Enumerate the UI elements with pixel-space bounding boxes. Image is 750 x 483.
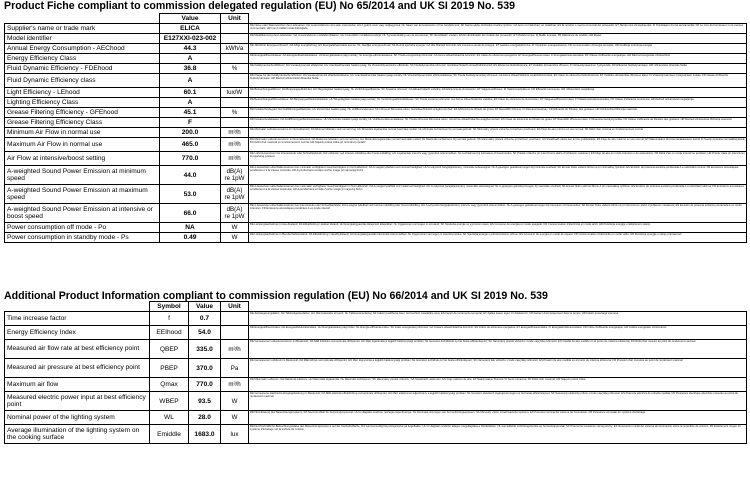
table-row [5, 118, 747, 128]
row-translations: DE Gemessener Luftdruck im Bestpunkt; DA Målt lufttryk ved optimale driftspunkt; HU Mért légnyomás a legjobb hatékonysági pontban; NL Gemeten luchtdruk op het beste-efficiëntiepunt; SK Nameraný tlak vzduchu v bode najvyššej účinnosti; ES Presión de aire medida en el punto de máxima eficiencia; FR Pression d'air mesurée au point de rendement maximal [249, 359, 747, 378]
table-row [5, 24, 747, 34]
row-value: 0.7 [189, 312, 221, 326]
row-translations: DE Gemessener Luftvolumenstrom im Bestpunkt; DA Målt luftstrøm ved optimale driftspunkt; HU Mért légáramlás a legjobb hatékonysági pontban; NL Gemeten luchtdebiet op het beste-efficiëntiepunt; SK Nameraný prietok vzduchu v bode najvyššej účinnosti; ES Caudal de aire medido en el punto de máxima eficiencia; FR Débit d'air mesuré au point de rendement maximal [249, 340, 747, 359]
table-row [5, 54, 747, 64]
row-unit: W [221, 392, 249, 411]
row-translations: DE Energieeffizienzindex; DA Energieeffektivitetsindeks; HU Energiahatékonysági index; NL Energie-efficiëntie-index; SK Index energetickej účinnosti; GA Innéacs éifeachtúlachta fuinnimh; ES Índice de eficiencia energética; ET Energiatõhususindeks; FI Energiatehokkuusindeksi; FR Indice d'efficacité énergétique; HR Indeks energetske učinkovitosti [249, 326, 747, 340]
row-unit [221, 118, 249, 128]
row-translations: DE A-bewertete Luftschallemissionen bei maximaler verfügbarer Geschwindigkeit im Normalbetrieb; DA A-vægtet lydeffekt ved maksimal hastighed; HU A-súlyozott hangteljesítmény maximális sebességnél; NL A-gewogen geluidsvermogen bij maximale snelheid; SK Emisie hluku vážené filtrom A pri maximálnej rýchlosti; ES Emisión de potencia acústica ponderada A a velocidad máxima; FR Émissions acoustiques pondérées A à la vitesse maximale; HR A-ponderirana emisija zvučne snage pri najvećoj brzini [249, 185, 747, 204]
row-symbol: f [150, 312, 189, 326]
row-translations: DE Beleuchtungseffizienzklasse; DA Belysningseffektivitetsklasse; HU Megvilágítási hatékonysági osztály; NL Verlichtingsefficiëntieklasse; SK Trieda svetelnej účinnosti; GA Aicme éifeachtúlachta soilsithe; ES Clase de eficiencia de iluminación; ET Valgustustõhususe klass; FI Valaistustehokkuusluokka; FR Classe d'efficacité lumineuse; HR Razred učinkovitosti osvjetljenja [249, 98, 747, 108]
row-symbol: WL [150, 411, 189, 425]
table-row [5, 378, 747, 392]
row-value: ELICA [160, 24, 221, 34]
fiche-title: Product Fiche compliant to commission delegated regulation (EU) No 65/2014 and UK SI 2019 No. 539 [4, 0, 515, 12]
row-label: Minimum Air Flow in normal use [5, 128, 160, 138]
row-value: F [160, 118, 221, 128]
row-value: 1683.0 [189, 425, 221, 444]
row-label: Measured air pressure at best efficiency point [5, 359, 150, 378]
header-value: Value [160, 14, 221, 24]
row-value: 370.0 [189, 359, 221, 378]
table-row [5, 411, 747, 425]
table-row [5, 34, 747, 44]
row-value: 770.0 [189, 378, 221, 392]
row-unit [221, 312, 249, 326]
row-translations: DE Leistungsaufnahme im Aus-Zustand; DA Effektforbrug i slukket tilstand; HU Energiafogyasztás kikapcsolt állapotban; NL Opgenomen vermogen in uit-stand; SK Spotreba energie vo vypnutom stave; ES Consumo de energía en modo apagado; FR Consommation d'électricité en mode arrêt; HR Potrošnja energije u isključenom stanju [249, 223, 747, 233]
row-value: 465.0 [160, 138, 221, 152]
table-row [5, 88, 747, 98]
row-value: 60.1 [160, 88, 221, 98]
row-value: 36.8 [160, 64, 221, 74]
row-value: E127XXI-023-002 [160, 34, 221, 44]
header-blank-right [249, 302, 747, 312]
row-symbol: Emiddle [150, 425, 189, 444]
row-label: Energy Efficiency Class [5, 54, 160, 64]
row-label: Light Efficiency - LEhood [5, 88, 160, 98]
row-value: 200.0 [160, 128, 221, 138]
table-row [5, 326, 747, 340]
row-unit [221, 98, 249, 108]
row-symbol: PBEP [150, 359, 189, 378]
row-label: Annual Energy Consumption - AEChood [5, 44, 160, 54]
table-row [5, 44, 747, 54]
row-value: 44.0 [160, 166, 221, 185]
table-row [5, 138, 747, 152]
row-unit [221, 326, 249, 340]
row-translations: DE Maximaler Luftvolumenstrom im Normalbetrieb; DA Maksimal luftstrøm ved normal brug; HU Maximális légáramlás normál használat mellett; NL Maximale luchtstroom bij normaal gebruik; SK Maximálny prietok vzduchu pri bežnom používaní; GA Sreabhadh uasta aeir le linn gnáthúsáide; ES Flujo de aire máximo en uso normal; ET Maksimaalne õhuvool tavakasutuse korral; FI Suurin ilmavirta normaalikäytössä; FR Débit d'air maximal en fonctionnement normal; HR Najveći protok zraka pri normalnoj uporabi [249, 138, 747, 152]
table-row [5, 98, 747, 108]
table-row [5, 74, 747, 88]
table-row [5, 223, 747, 233]
row-value: A [160, 98, 221, 108]
row-translations: DE Fettabscheideklasse; DA Fedtfiltreringseffektivitetsklasse; HU Zsírszűrési hatékonysági osztály; NL Vetfilterrendementsklasse; SK Trieda účinnosti filtrovania tukov; GA Aicme éifeachtúlachta scagtha ramhair; ES Clase de eficiencia de filtrado de grasa; ET Rasvafiltri tõhususe klass; FI Rasvanerotuskykyluokka; FR Classe d'efficacité de filtration des graisses; HR Razred učinkovitosti filtriranja masnoće [249, 118, 747, 128]
row-label: Fluid Dynamic Efficiency class [5, 74, 160, 88]
header-blank [5, 14, 160, 24]
row-unit: m³/h [221, 138, 249, 152]
row-unit: dB(A) re 1pW [221, 166, 249, 185]
table-row [5, 64, 747, 74]
row-value: 770.0 [160, 152, 221, 166]
header-blank [5, 302, 150, 312]
row-unit: kWh/a [221, 44, 249, 54]
row-value: 54.0 [189, 326, 221, 340]
row-unit: Pa [221, 359, 249, 378]
header-blank-right [249, 14, 747, 24]
table-row [5, 233, 747, 243]
row-unit: m³/h [221, 340, 249, 359]
table-row [5, 185, 747, 204]
row-label: A-weighted Sound Power Emission at maximum speed [5, 185, 160, 204]
row-unit [221, 34, 249, 44]
row-unit: W [221, 223, 249, 233]
row-symbol: QBEP [150, 340, 189, 359]
row-label: Power consumption off mode - Po [5, 223, 160, 233]
table-row [5, 204, 747, 223]
row-unit: lux [221, 425, 249, 444]
table-row [5, 340, 747, 359]
row-value: A [160, 54, 221, 64]
additional-info-title: Additional Product Information compliant to commission regulation (EU) No 66/2014 and UK SI 2019 No. 539 [4, 290, 548, 302]
row-unit: % [221, 108, 249, 118]
table-header-row [5, 302, 747, 312]
row-label: Supplier's name or trade mark [5, 24, 160, 34]
row-translations: DE Gemessene elektrische Eingangsleistung im Bestpunkt; DA Målt elektrisk effektforbrug ved optimale driftspunkt; HU Mért elektromos teljesítmény a legjobb hatékonysági pontban; NL Gemeten elektrisch ingangsvermogen op het beste-efficiëntiepunt; SK Nameraný elektrický príkon v bode najvyššej účinnosti; ES Potencia eléctrica de entrada medida; FR Puissance électrique absorbée mesurée au point de rendement maximal [249, 392, 747, 411]
row-translations: DE Maximaler Luftstrom; DA Maksimal luftstrøm; HU Maximális légáramlás; NL Maximale luchtstroom; SK Maximálny prietok vzduchu; GA Sreabhadh uasta aeir; ES Flujo máximo de aire; ET Maksimaalne õhuvool; FI Suurin ilmavirta; FR Débit d'air maximal; HR Najveći protok zraka [249, 378, 747, 392]
row-unit: m³/h [221, 378, 249, 392]
table-row [5, 359, 747, 378]
row-value: 28.0 [189, 411, 221, 425]
header-value: Value [189, 302, 221, 312]
row-translations: DE A-bewertete Luftschallemissionen bei minimaler verfügbarer Geschwindigkeit im Normalbetrieb; DA A-vægtet lydeffekt ved minimal hastighed; HU A-súlyozott hangteljesítmény minimális sebességnél; NL A-gewogen geluidsvermogen bij minimale snelheid; SK Emisie hluku vážené filtrom A pri minimálnej rýchlosti; ES Emisión de potencia acústica ponderada A a velocidad mínima; FR Émissions acoustiques pondérées A à la vitesse minimale; HR A-ponderirana emisija zvučne snage pri najmanjoj brzini [249, 166, 747, 185]
row-label: A-weighted Sound Power Emission at minimum speed [5, 166, 160, 185]
header-symbol: Symbol [150, 302, 189, 312]
row-unit: W [221, 233, 249, 243]
row-label: Measured air flow rate at best efficiency point [5, 340, 150, 359]
row-value: 93.5 [189, 392, 221, 411]
row-label: Model identifier [5, 34, 160, 44]
header-unit: Unit [221, 14, 249, 24]
row-label: Average illumination of the lighting system on the cooking surface [5, 425, 150, 444]
row-translations: DE Name oder Warenzeichen des Lieferanten; DA Leverandørens navn eller varemærke; HU A gyártó neve vagy védjegyének; NL Naam van de leverancier of het handelsmerk; SK Názov alebo obchodná značka výrobcu; GA Ainm nó trádmharc an tsoláthraí; ES El nombre o marca comercial del proveedor; ET Tarnija nimi või kaubamärk; FI Toimittajan nimi tai tavaramerkki; FR Le nom du fournisseur ou la marque commerciale; HR Ime ili zaštitni znak dobavljača [249, 24, 747, 34]
row-translations: DE Energieeffizienzklasse; DA Energieeffektivitetsklasse; HU Energiahatékonysági osztály; NL Energie-efficiëntieklasse; SK Trieda energetickej účinnosti; GA Aicme éifeachtúlachta fuinnimh; ES Clase de eficiencia energética; ET Energiatõhususe klass; FI Energiatehokkuusluokka; FR Classe d'efficacité énergétique; HR Razred energetske učinkovitosti [249, 54, 747, 64]
row-translations: DE Minimaler Luftvolumenstrom im Normalbetrieb; DA Minimal luftstrøm ved normal brug; HU Minimális légáramlás normál használat mellett; NL Minimale luchtstroom bij normaal gebruik; SK Minimálny prietok vzduchu pri bežnom používaní; ES Flujo de aire mínimo en uso normal; FR Débit d'air minimal en fonctionnement normal [249, 128, 747, 138]
row-value: 0.49 [160, 233, 221, 243]
row-translations: DE Jährlicher Energieverbrauch; DA Årligt energiforbrug; HU Energiafelhasználás évente; NL Jaarlijks energieverbruik; SK Ročná spotreba energie; GA Ídiú bliantúil fuinnimh; ES Consumo anual de energía; ET Aastane energiatarbimine; FI Vuotuinen energiankulutus; FR Consommation d'énergie annuelle; HR Godišnja potrošnja energije [249, 44, 747, 54]
table-row [5, 152, 747, 166]
additional-info-table [4, 301, 747, 444]
row-label: Measured electric power input at best efficiency point [5, 392, 150, 411]
row-label: A-weighted Sound Power Emission at intensive or boost speed [5, 204, 160, 223]
header-unit: Unit [221, 302, 249, 312]
row-label: Nominal power of the lighting system [5, 411, 150, 425]
row-label: Energy Efficiency Index [5, 326, 150, 340]
row-value: NA [160, 223, 221, 233]
row-unit [221, 74, 249, 88]
row-unit [221, 24, 249, 34]
row-translations: DE Modellkennung des Lieferanten; DA Leverandørens modelidentifikation; HU A beszállító modellazonosítója; NL Typeaanduiding van de leverancier; SK Identifikátor modelu; ES El identificador del modelo del proveedor; ET Mudeli tunnus; FI Mallin tunniste; FR Référence du modèle; HR Model [249, 34, 747, 44]
row-unit: m³/h [221, 128, 249, 138]
row-unit: W [221, 411, 249, 425]
row-value: 66.0 [160, 204, 221, 223]
row-value: A [160, 74, 221, 88]
row-translations: DE Nennleistung des Beleuchtungssystems; DA Nominel effekt for belysningssystemet; HU A világítási rendszer névleges teljesítménye; NL Nominaal vermogen van het verlichtingssysteem; SK Menovitý výkon osvetľovacieho systému; ES Potencia nominal del sistema de iluminación; FR Puissance nominale du système d'éclairage [249, 411, 747, 425]
row-translations: DE A-bewertete Luftschallemissionen bei Intensivstufe oder Schnelllaufstufe; DA A-vægtet lydeffekt ved intensiv indstilling eller boost-indstilling; HU A-súlyozott hangteljesítmény intenzív vagy gyorsított üzemmódban; NL A-gewogen geluidsvermogen bij intensieve of boostmodus; SK Emisie hluku vážené filtrom A pri intenzívnom alebo zrýchlenom nastavení; ES Emisión de potencia acústica ponderada A en modo intensivo; FR Émissions acoustiques pondérées A en mode intensif [249, 204, 747, 223]
row-symbol: EEIhood [150, 326, 189, 340]
row-translations: DE Beleuchtungseffizienz; DA Belysningseffektivitet; HU Megvilágítási hatékonyság; NL Verlichtingsefficiëntie; SK Svetelná účinnosť; GA Éifeachtúlacht soilsithe; ES Eficiencia de iluminación; ET Valgustustõhusus; FI Valaistustehokkuus; FR Efficacité lumineuse; HR Učinkovitost osvjetljenja [249, 88, 747, 98]
table-row [5, 425, 747, 444]
row-translations: DE Fettabscheidegrad; DA Fedtfiltreringseffektivitet; HU Zsírszűrési hatékonyság; NL Vetfilterrendement; SK Účinnosť filtrovania tukov; GA Éifeachtúlacht scagtha ramhair; ES Eficiencia de filtrado de grasa; ET Rasvafiltri tõhusus; FI Rasvanerotuskyky; FR Efficacité de filtration des graisses; HR Učinkovitost filtriranja masnoće [249, 108, 747, 118]
row-label: Fluid Dynamic Efficiency - FDEhood [5, 64, 160, 74]
row-unit: dB(A) re 1pW [221, 185, 249, 204]
table-row [5, 312, 747, 326]
row-label: Lighting Efficiency Class [5, 98, 160, 108]
row-translations: DE Zeitsteigerungsfaktor; DA Tidsforøgelsesfaktor; HU Időnövekedési tényező; NL Tijdstoenamefactor; SK Faktor predĺženia času; GA Fachtóir méadaithe ama; ES Factor de incremento temporal; ET Ajalise kasvu tegur; FI Aikakerroin; FR Facteur d'accroissement dans le temps; HR Faktor povećanja vremena [249, 312, 747, 326]
table-row [5, 392, 747, 411]
row-unit: % [221, 64, 249, 74]
row-unit: m³/h [221, 152, 249, 166]
row-label: Grease Filtering Efficiency - GFEhood [5, 108, 160, 118]
product-fiche-table [4, 13, 747, 243]
row-label: Grease Filtering Efficiency Class [5, 118, 160, 128]
table-row [5, 108, 747, 118]
row-unit [221, 54, 249, 64]
row-label: Power consumption in standby mode - Ps [5, 233, 160, 243]
table-row [5, 166, 747, 185]
row-value: 45.1 [160, 108, 221, 118]
row-label: Maximum air flow [5, 378, 150, 392]
row-translations: DE Leistungsaufnahme im Bereitschaftszustand; DA Effektforbrug i standbytilstand; HU Energiafogyasztás készenléti üzemmódban; NL Opgenomen vermogen in stand-bymodus; SK Spotreba energie v pohotovostnom režime; ES Consumo de energía en modo de espera; FR Consommation d'électricité en mode veille; HR Potrošnja energije u stanju pripravnosti [249, 233, 747, 243]
row-translations: DE fluiddynamische Effizienz; DA Væskedynamisk effektivitet; HU Áramlásdinamikai hatékonyság; NL Vloeistofdynamische efficiëntie; SK Fluidodynamická účinnosť; GA Éifeachtúlacht shreabhdhinimiciúil; ES Eficiencia fluidodinámica; ET Vedeliku dünaamiline tõhusus; FI Virtausdynaaminen hyötysuhde; FR Efficacité fluidodynamique; HR Učinkovitost dinamike fluida [249, 64, 747, 74]
row-symbol: WBEP [150, 392, 189, 411]
row-symbol: Qmax [150, 378, 189, 392]
row-label: Air Flow at intensive/boost setting [5, 152, 160, 166]
row-label: Time increase factor [5, 312, 150, 326]
row-value: 335.0 [189, 340, 221, 359]
table-header-row [5, 14, 747, 24]
row-label: Maximum Air Flow in normal use [5, 138, 160, 152]
row-unit: dB(A) re 1pW [221, 204, 249, 223]
row-translations: DE Klasse für die fluiddynamische Effizienz; DA Væskedynamisk effektivitetsklasse; HU Áramlásdinamikai hatékonysági osztály; NL Vloeistofdynamische efficiëntieklasse; SK Trieda fluidodynamickej účinnosti; GA Aicme éifeachtúlachta sreabhdhinimiciúla; ES Clase de eficiencia fluidodinámica; ET Vedeliku dünaamilise tõhususe klass; FI Virtausdynaamisen hyötysuhteen luokka; FR Classe d'efficacité fluidodynamique; HR Razred učinkovitosti dinamike fluida [249, 74, 747, 88]
row-translations: DE Durchschnittliche Beleuchtungsstärke des Beleuchtungssystems auf der Kochoberfläche; DA Gennemsnitlig belysningsstyrke på kogefladen; HU A világítási rendszer átlagos megvilágítása a főzőfelületen; NL Gemiddelde verlichtingssterkte op het kookoppervlak; SK Priemerné osvetlenie varnej plochy; ES Iluminación media del sistema de iluminación sobre la superficie de cocción; FR Éclairement moyen du système d'éclairage sur la surface de cuisson [249, 425, 747, 444]
table-row [5, 128, 747, 138]
row-value: 44.3 [160, 44, 221, 54]
row-unit: lux/W [221, 88, 249, 98]
row-translations: DE Luftvolumenstrom bei Intensivstufe oder Schnelllaufstufe; DA Luftstrøm ved intensiv indstilling eller boost-indstilling; HU Légáramlás intenzív vagy gyorsított üzemmódban; NL Luchtstroom bij intensieve of boostmodus; SK Prietok vzduchu pri intenzívnom alebo zrýchlenom nastavení; ES Flujo de aire en modo intensivo o de aceleración; FR Débit d'air en mode intensif ou accéléré; HR Protok zraka pri intenzivnoj ili pojačanoj postavci [249, 152, 747, 166]
row-value: 53.0 [160, 185, 221, 204]
